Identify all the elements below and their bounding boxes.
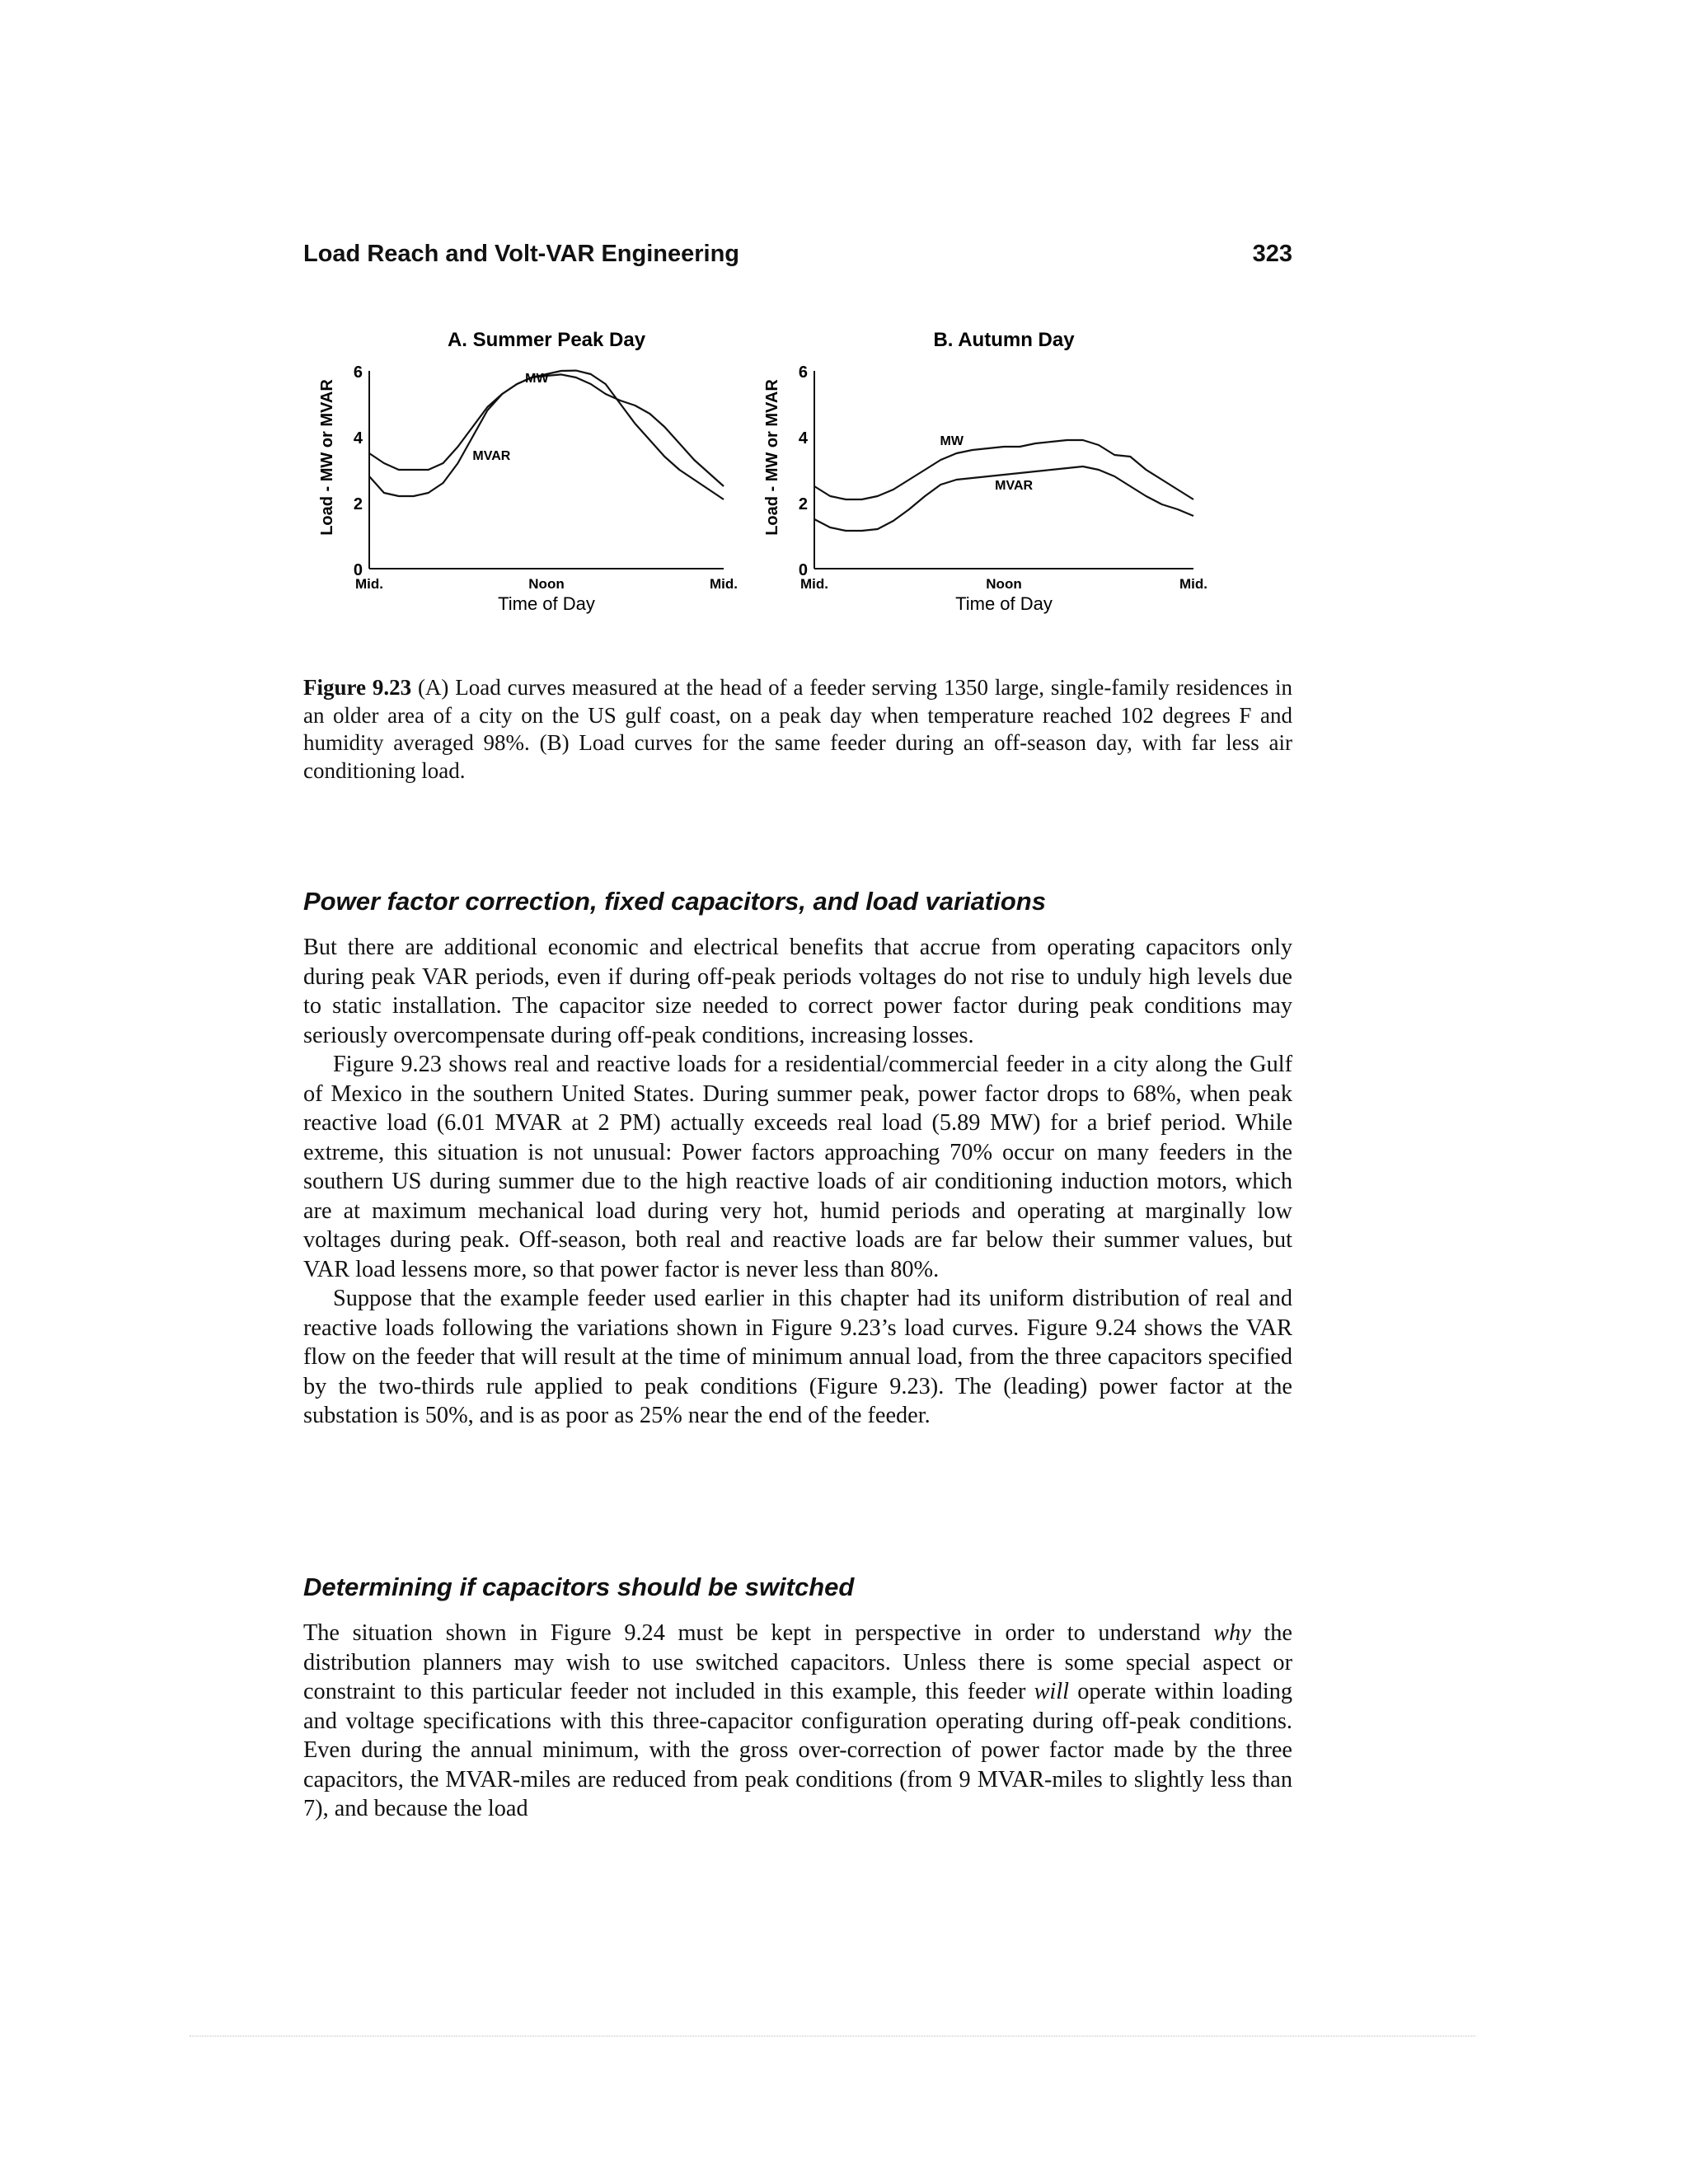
paragraph: But there are additional economic and electrical benefits that accrue from operating capacitors only during peak VAR periods, even if during off-peak periods voltages do not rise to unduly high levels due to static installation. The capacitor size needed to correct power factor during peak conditions may seriously overcompensate during off-peak conditions, increasing losses.: [303, 935, 1292, 1048]
x-axis-label: Time of Day: [955, 593, 1053, 614]
x-axis-label: Time of Day: [498, 593, 595, 614]
paragraph: [303, 1619, 1292, 1824]
x-tick-label: Mid.: [1179, 576, 1207, 592]
paragraph-text: The situation shown in Figure 9.24 must be kept in perspective in order to understand: [303, 1620, 1214, 1646]
x-tick-label: Mid.: [800, 576, 828, 592]
paragraph: Suppose that the example feeder used earlier in this chapter had its uniform distribution of real and reactive loads following the variations shown in Figure 9.23’s load curves. Figure 9.24 shows the VAR flow on the feeder that will result at the time of minimum annual load, from the three capacitors specified by the two-thirds rule applied to peak conditions (Figure 9.23). The (leading) power factor at the substation is 50%, and is as poor as 25% near the end of the feeder.: [303, 1286, 1292, 1428]
y-tick-label: 4: [353, 429, 363, 448]
y-tick-label: 4: [798, 429, 808, 448]
x-tick-label: Mid.: [355, 576, 383, 592]
section-heading-power-factor: Power factor correction, fixed capacitors, and load variations: [303, 887, 1046, 916]
x-tick-label: Mid.: [710, 576, 738, 592]
paragraph-text: operate within loading and voltage specifications with this three-capacitor configuration operating during off-peak conditions. Even during the annual minimum, with the gross over-correction of power factor made by the three capacitors, the MVAR-miles are reduced from peak conditions (from 9 MVAR-miles to slightly less than 7), and because the load: [303, 1679, 1292, 1821]
series-label-mw: MW: [940, 434, 964, 448]
section-body-switched-capacitors: [303, 1619, 1292, 1824]
chart-a-summer-peak-day: [318, 329, 738, 614]
y-tick-label: 6: [798, 363, 808, 382]
running-title: Load Reach and Volt-VAR Engineering: [303, 241, 740, 267]
section-body-power-factor: [303, 933, 1292, 1431]
series-line-mvar: [369, 371, 724, 499]
figure-9-23: [303, 323, 1305, 636]
series-line-mvar: [814, 466, 1193, 531]
load-curves-figure: [303, 323, 1305, 636]
figure-caption: [303, 674, 1292, 785]
paragraph-text: the distribution planners may wish to use switched capacitors. Unless there is some special aspect or constraint to this particular feeder not included in this example, this feeder: [303, 1620, 1292, 1704]
chart-b-autumn-day: [763, 329, 1207, 614]
y-axis-label: Load - MW or MVAR: [763, 379, 781, 536]
chart-title: A. Summer Peak Day: [447, 329, 646, 351]
y-tick-label: 0: [353, 561, 363, 579]
emphasis-why: why: [1213, 1620, 1251, 1646]
paragraph: Figure 9.23 shows real and reactive loads for a residential/commercial feeder in a city along the Gulf of Mexico in the southern United States. During summer peak, power factor drops to 68%, when peak reactive load (6.01 MVAR at 2 PM) actually exceeds real load (5.89 MW) for a brief period. While extreme, this situation is not unusual: Power factors approaching 70% occur on many feeders in the southern US during summer due to the high reactive loads of air conditioning induction motors, which are at maximum mechanical load during very hot, humid periods and operating at marginally low voltages during peak. Off-season, both real and reactive loads are far below their summer values, but VAR load lessens more, so that power factor is never less than 80%.: [303, 1052, 1292, 1282]
y-axis-label: Load - MW or MVAR: [318, 379, 336, 536]
y-tick-label: 2: [353, 495, 363, 513]
page-header: [303, 241, 1292, 282]
y-tick-label: 6: [353, 363, 363, 382]
page-number: 323: [1252, 241, 1292, 267]
y-tick-label: 0: [798, 561, 808, 579]
caption-label: Figure 9.23: [303, 675, 412, 700]
section-heading-switched-capacitors: Determining if capacitors should be switched: [303, 1572, 855, 1601]
caption-text: (A) Load curves measured at the head of a feeder serving 1350 large, single-family residences in an older area of a city on the US gulf coast, on a peak day when temperature reached 102 degrees F and humidity averaged 98%. (B) Load curves for the same feeder during an off-season day, with far less air conditioning load.: [303, 675, 1292, 783]
emphasis-will: will: [1034, 1679, 1070, 1704]
series-label-mvar: MVAR: [472, 449, 511, 463]
chart-title: B. Autumn Day: [933, 329, 1075, 351]
x-tick-label: Noon: [528, 576, 565, 592]
series-label-mvar: MVAR: [995, 479, 1034, 493]
series-label-mw: MW: [525, 372, 549, 386]
y-tick-label: 2: [798, 495, 808, 513]
series-line-mw: [369, 374, 724, 486]
x-tick-label: Noon: [986, 576, 1022, 592]
